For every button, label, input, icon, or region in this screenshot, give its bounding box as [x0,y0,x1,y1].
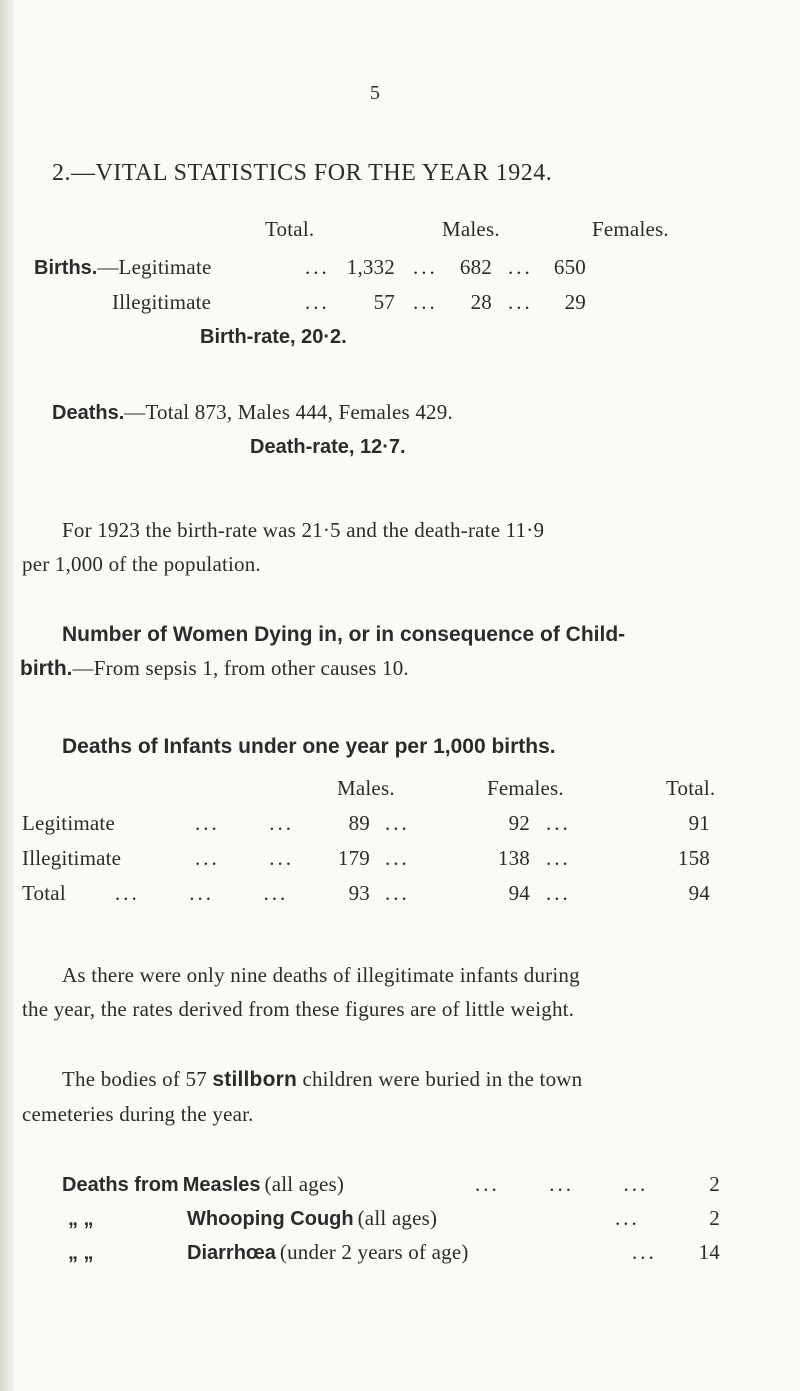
births-label: Births. [34,257,98,279]
births-legit-males: 682 [459,255,492,279]
infant-total-total: 94 [688,881,710,905]
ditto-marks: „ „ [68,1208,94,1230]
cause-name: Measles [182,1174,261,1196]
leader-dots: ... [413,255,438,279]
infant-row-total: Total [22,881,66,905]
leader-dots: ... [385,846,410,870]
infant-legit-total: 91 [688,811,710,835]
birth-rate: Birth-rate, 20·2. [200,326,347,348]
leader-dots: ... [508,290,533,314]
leader-dots: ... [508,255,533,279]
cause-qualifier: (all ages) [264,1172,345,1196]
cause-name: Whooping Cough [187,1208,354,1230]
infant-illegit-females: 138 [497,846,530,870]
cause-count-measles: 2 [709,1172,720,1196]
leader-dots: ... [546,846,571,870]
stillborn-text-post: children were buried in the town [297,1067,583,1091]
page-title: 2.—VITAL STATISTICS FOR THE YEAR 1924. [52,160,553,186]
leader-dots: ... [385,811,410,835]
page-number: 5 [370,82,381,104]
deaths-text: —Total 873, Males 444, Females 429. [124,400,453,424]
childbirth-heading: Number of Women Dying in, or in consequence of Child- [62,623,626,646]
births-legit-females: 650 [553,255,586,279]
infant-row-legitimate: Legitimate [22,811,115,835]
leader-dots: ... [305,255,330,279]
infant-header-females: Females. [487,776,564,800]
infant-legit-females: 92 [508,811,530,835]
childbirth-heading-end: birth. [20,657,73,680]
infant-header-males: Males. [337,776,395,800]
leader-dots: ... ... ... [115,881,289,905]
infant-row-illegitimate: Illegitimate [22,846,122,870]
births-row-legitimate [34,255,212,280]
stillborn-text-pre: The bodies of 57 [62,1067,213,1091]
leader-dots: ... [385,881,410,905]
infant-legit-males: 89 [348,811,370,835]
infant-illegit-males: 179 [337,846,370,870]
stillborn-line-2: cemeteries during the year. [22,1102,254,1126]
infant-deaths-heading: Deaths of Infants under one year per 1,000 births. [62,735,556,758]
births-row-illegitimate: Illegitimate [112,290,212,314]
page-binding-edge [0,0,14,1391]
cause-qualifier: (under 2 years of age) [279,1240,469,1264]
leader-dots: ... [305,290,330,314]
births-illegit-males: 28 [470,290,492,314]
cause-row-whooping-cough [68,1206,437,1231]
births-illegit-females: 29 [564,290,586,314]
cause-row-measles [62,1172,344,1197]
leader-dots: ... [632,1240,657,1264]
leader-dots: ... [615,1206,640,1230]
infant-header-total: Total. [666,776,716,800]
leader-dots: ... [546,881,571,905]
leader-dots: ... [413,290,438,314]
childbirth-line-2 [20,656,409,681]
infant-total-females: 94 [508,881,530,905]
stillborn-line-1 [62,1067,582,1092]
births-illegit-total: 57 [373,290,395,314]
leader-dots: ... ... [195,846,294,870]
infant-total-males: 93 [348,881,370,905]
leader-dots: ... [546,811,571,835]
cause-count-whooping-cough: 2 [709,1206,720,1230]
note-line-1: As there were only nine deaths of illegitimate infants during [62,963,580,987]
note-line-2: the year, the rates derived from these figures are of little weight. [22,997,575,1021]
death-rate: Death-rate, 12·7. [250,436,406,458]
leader-dots: ... ... [195,811,294,835]
cause-row-diarrhoea [68,1240,469,1265]
infant-illegit-total: 158 [677,846,710,870]
deaths-label: Deaths. [52,402,125,424]
ditto-marks: „ „ [68,1242,94,1264]
cause-name: Diarrhœa [187,1242,276,1264]
comparison-line-2: per 1,000 of the population. [22,552,261,576]
cause-count-diarrhoea: 14 [698,1240,720,1264]
births-header-total: Total. [265,217,315,241]
births-header-females: Females. [592,217,669,241]
deaths-line [52,400,453,425]
childbirth-text: —From sepsis 1, from other causes 10. [72,656,409,680]
cause-qualifier: (all ages) [357,1206,438,1230]
births-legit-total: 1,332 [346,255,395,279]
births-header-males: Males. [442,217,500,241]
comparison-line-1: For 1923 the birth-rate was 21·5 and the death-rate 11·9 [62,518,545,542]
leader-dots: ... ... ... [475,1172,649,1196]
births-row-label: —Legitimate [97,255,212,279]
cause-prefix: Deaths from [62,1174,179,1196]
stillborn-bold: stillborn [212,1068,298,1091]
